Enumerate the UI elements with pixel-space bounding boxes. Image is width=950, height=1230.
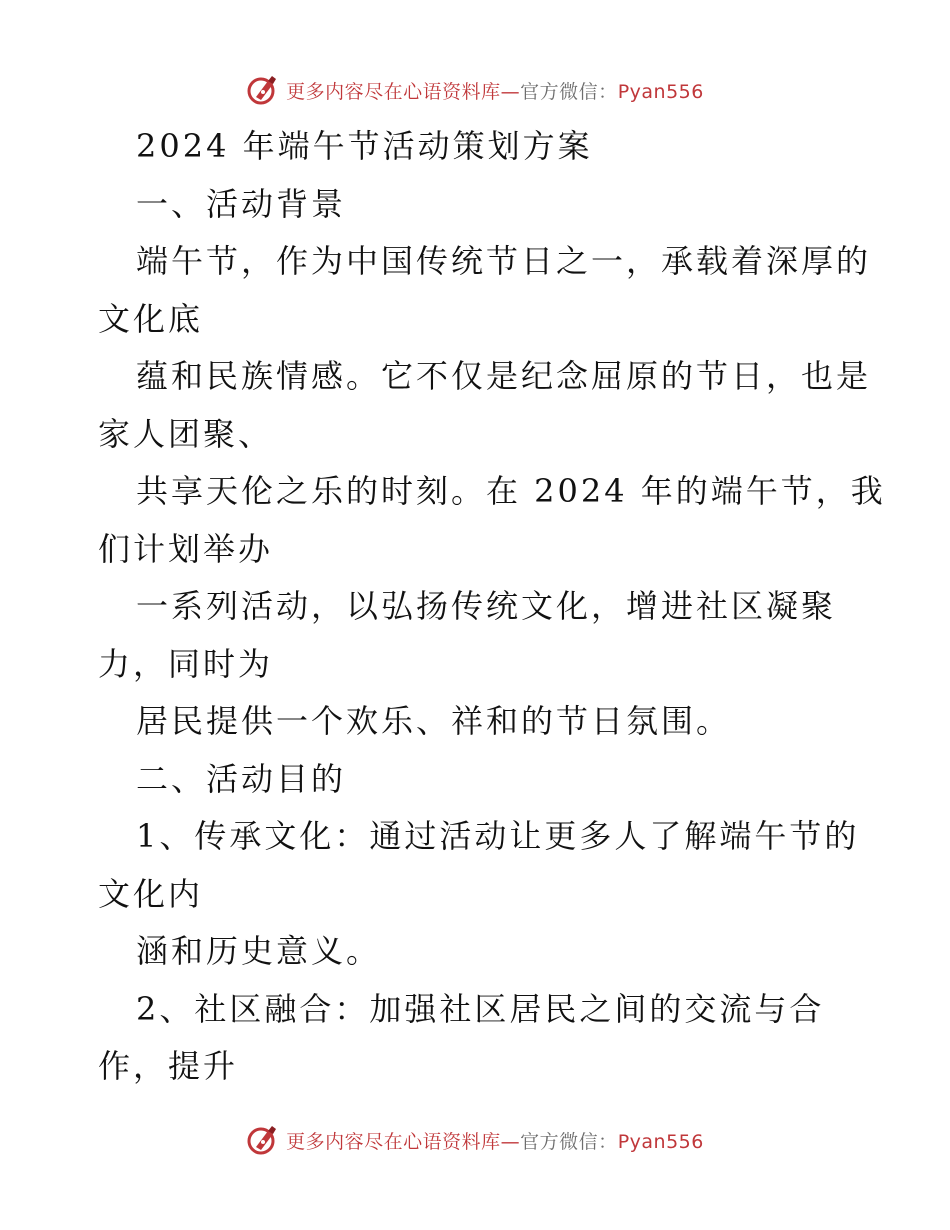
text-line: 1、传承文化：通过活动让更多人了解端午节的 xyxy=(136,817,860,855)
text-line: 文化底 xyxy=(98,299,204,338)
banner-wechat-account: Pyan556 xyxy=(617,1130,704,1153)
banner-wechat-account: Pyan556 xyxy=(617,80,704,103)
banner-separator: — xyxy=(500,1130,521,1153)
text-line: 一、活动背景 xyxy=(136,184,347,223)
header-banner xyxy=(0,70,950,110)
text-line: 共享天伦之乐的时刻。在 2024 年的端午节，我 xyxy=(136,472,886,510)
banner-separator: — xyxy=(500,80,521,103)
text-line: 居民提供一个欢乐、祥和的节日氛围。 xyxy=(136,702,732,740)
pen-nib-logo-icon xyxy=(246,1123,280,1157)
text-line: 作，提升 xyxy=(98,1047,239,1085)
banner-text xyxy=(286,1127,704,1154)
text-line: 家人团聚、 xyxy=(98,414,274,453)
text-line: 一系列活动，以弘扬传统文化，增进社区凝聚 xyxy=(136,587,837,625)
text-line: 蕴和民族情感。它不仅是纪念屈原的节日，也是 xyxy=(136,357,872,395)
text-line: 端午节，作为中国传统节日之一，承载着深厚的 xyxy=(136,242,872,280)
text-line: 2、社区融合：加强社区居民之间的交流与合 xyxy=(136,989,825,1028)
text-line: 涵和历史意义。 xyxy=(136,932,382,970)
banner-wechat-label: 官方微信： xyxy=(520,80,618,103)
text-line: 文化内 xyxy=(98,874,204,913)
banner-site-name: 更多内容尽在心语资料库 xyxy=(286,80,501,103)
text-line: 们计划举办 xyxy=(98,529,274,568)
banner-text xyxy=(286,77,704,104)
banner-wechat-label: 官方微信： xyxy=(520,1130,618,1153)
pen-nib-logo-icon xyxy=(246,73,280,107)
text-line: 2024 年端午节活动策划方案 xyxy=(136,127,593,165)
banner-site-name: 更多内容尽在心语资料库 xyxy=(286,1130,501,1153)
document-body xyxy=(98,118,886,1096)
footer-banner xyxy=(0,1120,950,1160)
text-line: 二、活动目的 xyxy=(136,759,347,798)
text-line: 力，同时为 xyxy=(98,644,274,683)
